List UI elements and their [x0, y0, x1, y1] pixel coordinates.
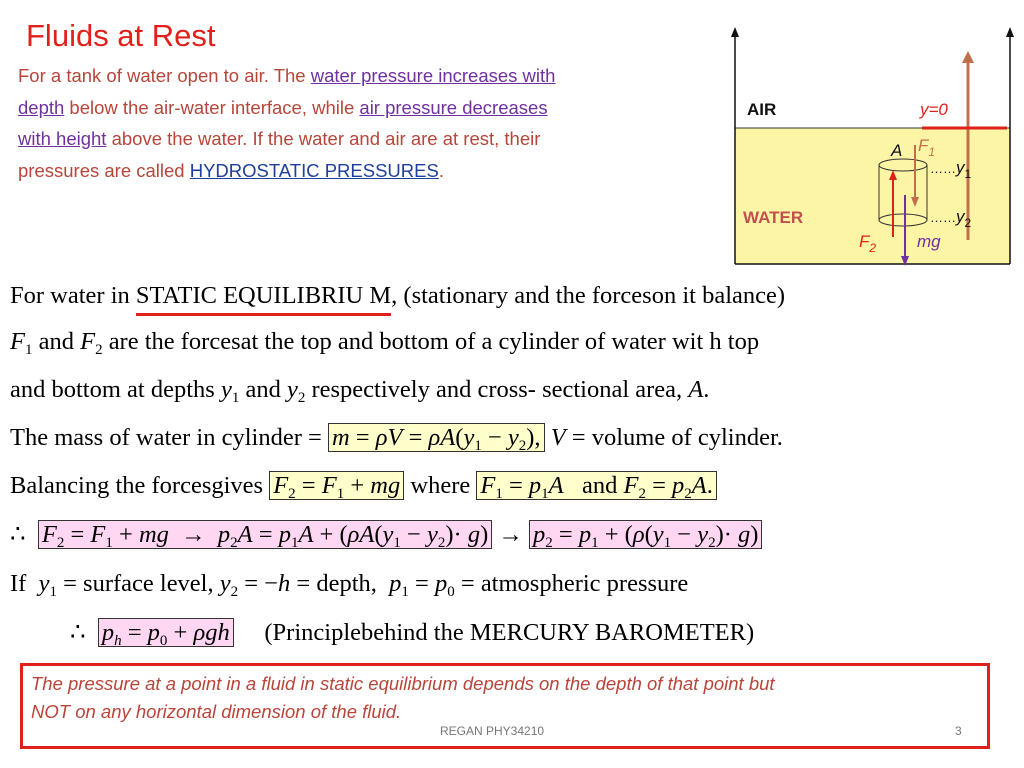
f1-f2-symbols: $F_1$ and $F_2$ [10, 328, 103, 358]
intro-text-4: . [438, 159, 444, 181]
body-line-2 [10, 327, 1010, 357]
body-line-1-end: , (stationary and the forceson it balance) [391, 282, 786, 309]
static-equilibrium-term [136, 281, 391, 311]
intro-link-hydrostatic[interactable]: HYDROSTATIC PRESSURES [189, 159, 439, 181]
intro-text-3: above the water. If the water and air are at rest, their pressures are called [18, 128, 541, 181]
body-line-5-start: Balancing the forcesgives [10, 472, 264, 499]
body-line-7-depth: depth, [316, 570, 377, 597]
f2-label: $F_2$ [859, 232, 877, 255]
force-balance-box: $F_2 = F_1$ + mg [269, 471, 404, 500]
mg-label: mg [917, 232, 941, 251]
mass-equation-box: $m = \rho V = \rho A(y_1 - y_2)$, [328, 423, 545, 452]
static-equilibrium-underline [136, 313, 391, 316]
intro-text-2: below the air-water interface, while [64, 96, 360, 118]
f1-label: $F_1$ [918, 136, 936, 159]
body-line-3: and bottom at depths $y_1$ and $y_2$ respectively and cross- sectional area, A. [10, 376, 710, 406]
body-line-4: The mass of water in cylinder = $m = \rho V = \rho A(y_1 - y_2)$, V = volume of cylinder. [10, 424, 783, 454]
y-axis-arrowhead-icon [962, 51, 974, 63]
tank-diagram [725, 25, 1015, 270]
page-number: 3 [955, 724, 962, 738]
body-line-7: If $y_1$ = surface level, $y_2 = -h$ = depth, $p_1 = p_0$ = atmospheric pressure [10, 570, 689, 600]
key-principle-text: The pressure at a point in a fluid in static equilibrium depends on the depth of that point but NOT on any horizontal dimension of the fluid. [31, 673, 775, 722]
body-line-1-start: For water in [10, 282, 136, 309]
barometer-principle-text: (Principlebehind the MERCURY BAROMETER) [264, 619, 755, 646]
right-wall-arrow-icon [1006, 27, 1014, 37]
water-label: WATER [743, 208, 804, 227]
body-line-8: ∴ $p_h = p_0 + \rho gh$ (Principlebehind the MERCURY BAROMETER) [70, 619, 755, 649]
slide-title: Fluids at Rest [26, 18, 216, 53]
intro-link-air-pressure[interactable]: air pressure decreases with height [18, 96, 548, 149]
derivation-box: $F_2 = F_1$ + mg → $p_2A = p_1A + (\rho A(y_1 - y_2)\cdot g)$ [38, 520, 492, 549]
air-label: AIR [747, 100, 777, 119]
body-line-6: ∴ $F_2 = F_1$ + mg → $p_2A = p_1A + (\rho A(y_1 - y_2)\cdot g) \to p_2 = p_1 + (\rho(y_1 - y_2)\cdot g)$ [10, 520, 1010, 550]
body-line-5-where: where [410, 472, 471, 499]
static-equilibrium-text: STATIC EQUILIBRIU M [135, 282, 392, 309]
slide-footer: REGAN PHY34210 [440, 724, 545, 738]
body-line-2-text: are the forcesat the top and bottom of a cylinder of water wit h top [108, 328, 760, 355]
pressure-area-box: $F_1 = p_1A$ and $F_2 = p_2A$. [476, 471, 717, 500]
intro-link-water-pressure[interactable]: water pressure increases with depth [18, 65, 556, 118]
intro-paragraph [18, 60, 578, 186]
y1-label: $\dots\dots y_1$ [930, 158, 972, 181]
body-line-7-if: If [10, 570, 27, 597]
area-a-label: A [891, 141, 903, 160]
intro-text-1: For a tank of water open to air. The [18, 65, 311, 86]
left-wall-arrow-icon [731, 27, 739, 37]
body-line-4-end: volume of cylinder. [591, 424, 783, 451]
body-line-3-start: and bottom at depths [10, 376, 215, 403]
body-line-1 [10, 281, 1010, 311]
body-line-5 [10, 471, 1010, 501]
body-line-4-start: The mass of water in cylinder [10, 424, 302, 451]
body-line-3-end: respectively and cross- sectional area, [311, 376, 683, 403]
y2-label: $\dots\dots y_2$ [930, 207, 972, 230]
hydrostatic-formula-box: $p_h = p_0 + \rho gh$ [98, 618, 234, 647]
body-line-7-surface: surface level, [83, 570, 214, 597]
y0-label: y=0 [920, 100, 948, 119]
pressure-result-box: $p_2 = p_1 + (\rho(y_1 - y_2)\cdot g)$ [529, 520, 762, 549]
body-line-7-atm: atmospheric pressure [480, 570, 689, 597]
